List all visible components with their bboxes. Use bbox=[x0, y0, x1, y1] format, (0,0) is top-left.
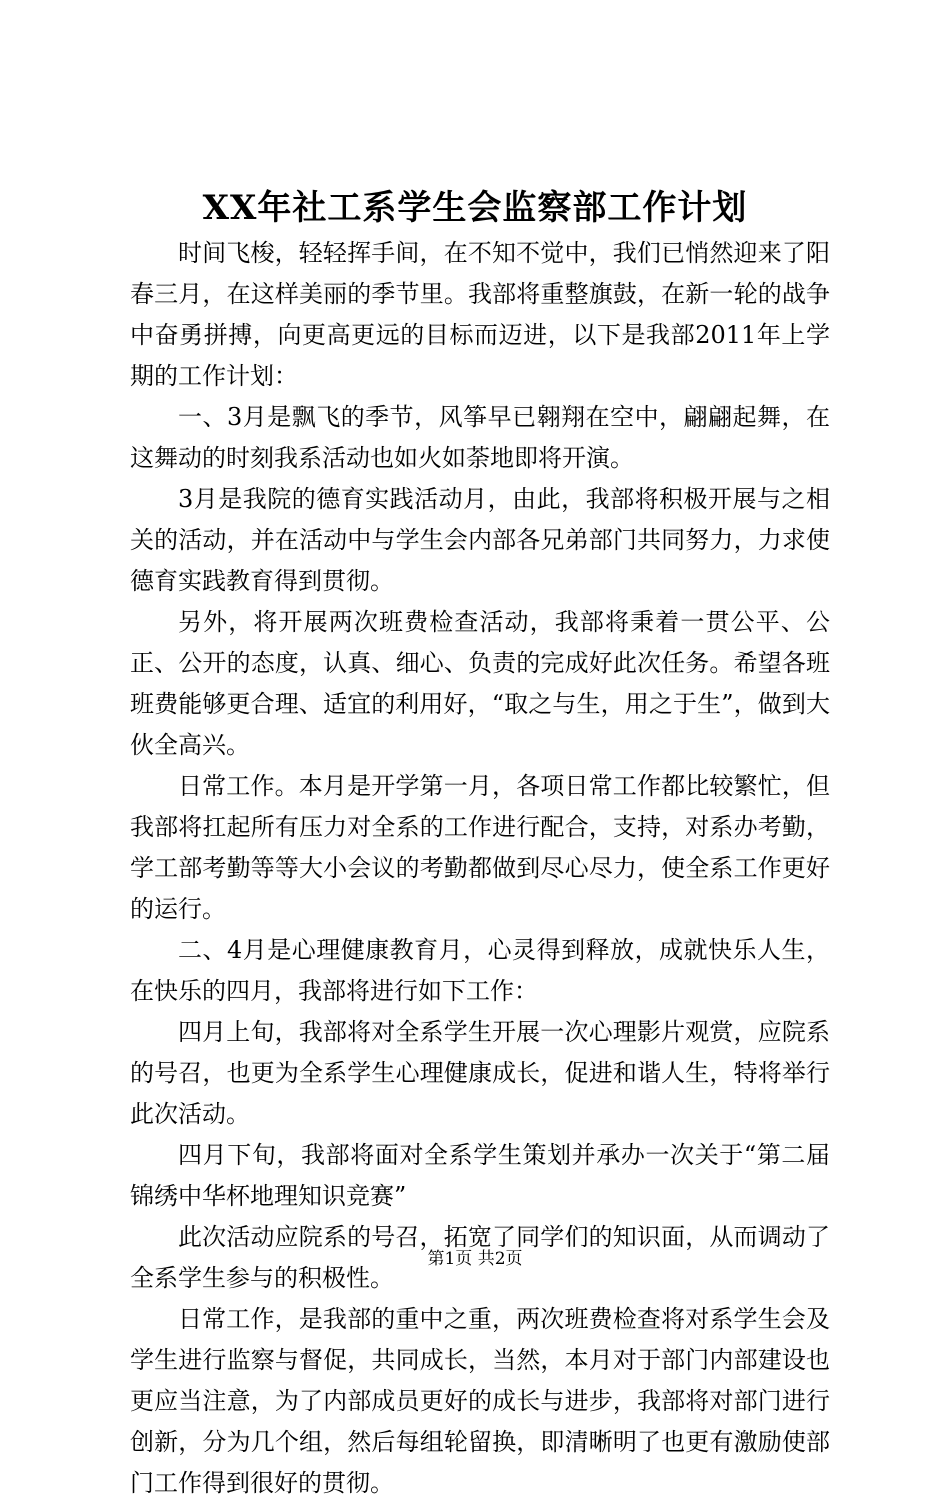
page-footer: 第1页 共2页 bbox=[427, 1249, 523, 1269]
paragraph-april-late: 四月下旬，我部将面对全系学生策划并承办一次关于“第二届锦绣中华杯地理知识竞赛” bbox=[130, 1141, 830, 1210]
paragraph-intro: 时间飞梭，轻轻挥手间，在不知不觉中，我们已悄然迎来了阳春三月，在这样美丽的季节里。我部将重整旗鼓，在新一轮的战争中奋勇拼搏，向更高更远的目标而迈进，以下是我部2011年上学期的工作计划： bbox=[130, 239, 830, 390]
paragraph-march-class-fee: 另外，将开展两次班费检查活动，我部将秉着一贯公平、公正、公开的态度，认真、细心、负责的完成好此次任务。希望各班班费能够更合理、适宜的利用好，“取之与生，用之于生”，做到大伙全高兴。 bbox=[130, 608, 830, 759]
document-body bbox=[130, 233, 830, 1504]
paragraph-march-heading: 一、3月是飘飞的季节，风筝早已翱翔在空中，翩翩起舞，在这舞动的时刻我系活动也如火如荼地即将开演。 bbox=[130, 403, 830, 472]
paragraph-april-heading: 二、4月是心理健康教育月，心灵得到释放，成就快乐人生，在快乐的四月，我部将进行如下工作： bbox=[130, 936, 830, 1005]
page-title: XX年社工系学生会监察部工作计划 bbox=[202, 188, 748, 228]
paragraph-april-daily-work: 日常工作，是我部的重中之重，两次班费检查将对系学生会及学生进行监察与督促，共同成长，当然，本月对于部门内部建设也更应当注意，为了内部成员更好的成长与进步，我部将对部门进行创新，分为几个组，然后每组轮留换，即清晰明了也更有激励使部门工作得到很好的贯彻。 bbox=[130, 1305, 830, 1497]
paragraph-april-early: 四月上旬，我部将对全系学生开展一次心理影片观赏，应院系的号召，也更为全系学生心理健康成长，促进和谐人生，特将举行此次活动。 bbox=[130, 1018, 830, 1128]
paragraph-april-activity: 此次活动应院系的号召，拓宽了同学们的知识面，从而调动了全系学生参与的积极性。 bbox=[130, 1223, 830, 1292]
paragraph-march-moral-education: 3月是我院的德育实践活动月，由此，我部将积极开展与之相关的活动，并在活动中与学生会内部各兄弟部门共同努力，力求使德育实践教育得到贯彻。 bbox=[130, 485, 830, 595]
paragraph-march-daily-work: 日常工作。本月是开学第一月，各项日常工作都比较繁忙，但我部将扛起所有压力对全系的工作进行配合，支持，对系办考勤，学工部考勤等等大小会议的考勤都做到尽心尽力，使全系工作更好的运行。 bbox=[130, 772, 830, 923]
